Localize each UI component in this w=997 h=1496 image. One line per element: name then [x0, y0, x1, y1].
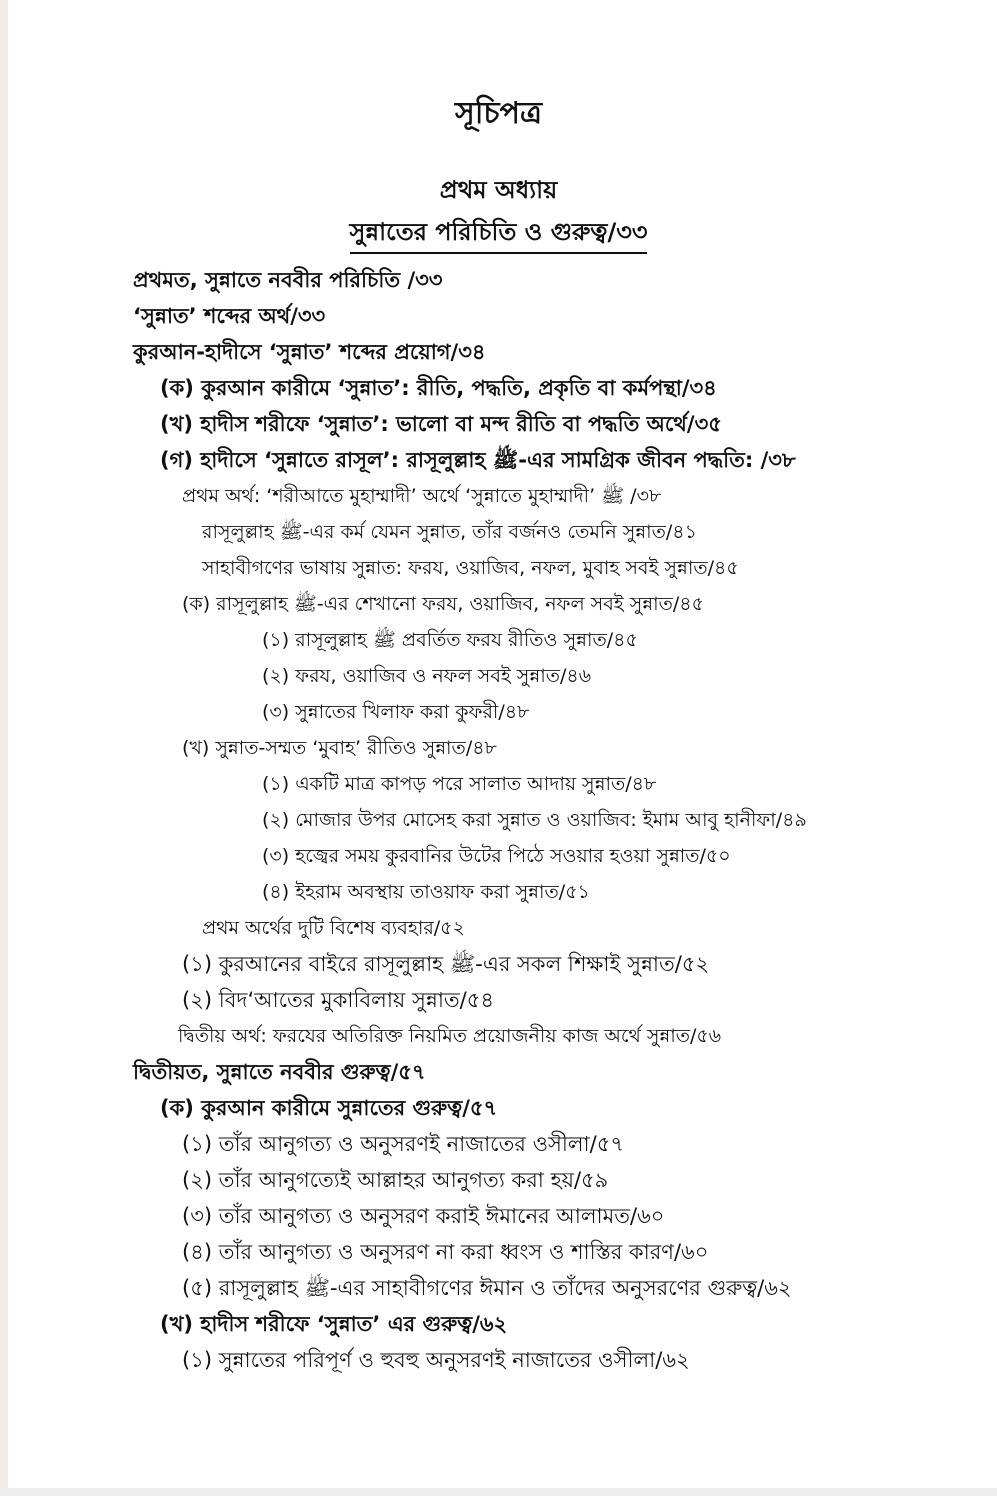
toc-entry: (১) একটি মাত্র কাপড় পরে সালাত আদায় সুন্নাত/৪৮: [262, 773, 657, 795]
toc-entry: প্রথমত, সুন্নাতে নববীর পরিচিতি /৩৩: [133, 268, 443, 292]
toc-entry: (১) কুরআনের বাইরে রাসূলুল্লাহ ﷺ-এর সকল শিক্ষাই সুন্নাত/৫২: [182, 952, 710, 976]
page-bottom-edge: [0, 1488, 997, 1496]
toc-entry: (২) তাঁর আনুগত্যেই আল্লাহর আনুগত্য করা হয়/৫৯: [182, 1168, 609, 1192]
toc-entry: (৩) তাঁর আনুগত্য ও অনুসরণ করাই ঈমানের আলামত/৬০: [182, 1204, 665, 1228]
toc-entry: (খ) সুন্নাত-সম্মত ‘মুবাহ’ রীতিও সুন্নাত/৪৮: [182, 737, 497, 759]
toc-entry: (৩) সুন্নাতের খিলাফ করা কুফরী/৪৮: [262, 701, 530, 723]
toc-entry: (১) সুন্নাতের পরিপূর্ণ ও হুবহু অনুসরণই নাজাতের ওসীলা/৬২: [182, 1348, 690, 1372]
toc-entry: (৪) তাঁর আনুগত্য ও অনুসরণ না করা ধ্বংস ও শাস্তির কারণ/৬০: [182, 1240, 709, 1264]
toc-entry: (৫) রাসূলুল্লাহ ﷺ-এর সাহাবীগণের ঈমান ও তাঁদের অনুসরণের গুরুত্ব/৬২: [182, 1276, 792, 1300]
toc-entry: (ক) রাসূলুল্লাহ ﷺ-এর শেখানো ফরয, ওয়াজিব, নফল সবই সুন্নাত/৪৫: [182, 593, 704, 615]
toc-entry: (২) বিদ‘আতের মুকাবিলায় সুন্নাত/৫৪: [182, 988, 494, 1012]
toc-entry: (ক) কুরআন কারীমে ‘সুন্নাত’: রীতি, পদ্ধতি, প্রকৃতি বা কর্মপন্থা/৩৪: [160, 376, 717, 400]
toc-entry: প্রথম অর্থ: ‘শরীআতে মুহাম্মাদী’ অর্থে ‘সুন্নাতে মুহাম্মাদী’ ﷺ /৩৮: [182, 485, 662, 507]
toc-entry: প্রথম অর্থের দুটি বিশেষ ব্যবহার/৫২: [202, 917, 465, 939]
toc-entry: (৪) ইহরাম অবস্থায় তাওয়াফ করা সুন্নাত/৫১: [262, 881, 590, 903]
page-title: সূচিপত্র: [455, 96, 542, 131]
toc-entry: (১) রাসূলুল্লাহ ﷺ প্রবর্তিত ফরয রীতিও সুন্নাত/৪৫: [262, 629, 638, 651]
chapter-subtitle: সুন্নাতের পরিচিতি ও গুরুত্ব/৩৩: [350, 214, 648, 254]
toc-entry: (গ) হাদীসে ‘সুন্নাতে রাসূল’: রাসূলুল্লাহ ﷺ-এর সামগ্রিক জীবন পদ্ধতি: /৩৮: [160, 448, 796, 472]
toc-entry: ‘সুন্নাত’ শব্দের অর্থ/৩৩: [133, 304, 326, 328]
toc-entry: (২) ফরয, ওয়াজিব ও নফল সবই সুন্নাত/৪৬: [262, 665, 592, 687]
toc-entry: (১) তাঁর আনুগত্য ও অনুসরণই নাজাতের ওসীলা/৫৭: [182, 1132, 625, 1156]
toc-entry: (খ) হাদীস শরীফে ‘সুন্নাত’: ভালো বা মন্দ রীতি বা পদ্ধতি অর্থে/৩৫: [160, 412, 722, 436]
toc-entry: দ্বিতীয়ত, সুন্নাতে নববীর গুরুত্ব/৫৭: [133, 1060, 426, 1084]
toc-entry: (৩) হজ্বের সময় কুরবানির উটের পিঠে সওয়ার হওয়া সুন্নাত/৫০: [262, 845, 731, 867]
toc-entry: দ্বিতীয় অর্থ: ফরযের অতিরিক্ত নিয়মিত প্রয়োজনীয় কাজ অর্থে সুন্নাত/৫৬: [178, 1025, 722, 1047]
toc-entry: সাহাবীগণের ভাষায় সুন্নাত: ফরয, ওয়াজিব, নফল, মুবাহ সবই সুন্নাত/৪৫: [202, 557, 739, 579]
toc-entry: (খ) হাদীস শরীফে ‘সুন্নাত’ এর গুরুত্ব/৬২: [160, 1312, 508, 1336]
toc-entry: কুরআন-হাদীসে ‘সুন্নাত’ শব্দের প্রয়োগ/৩৪: [133, 340, 486, 364]
toc-entry: (ক) কুরআন কারীমে সুন্নাতের গুরুত্ব/৫৭: [160, 1096, 498, 1120]
chapter-subtitle-wrap: [0, 214, 997, 254]
chapter-heading: প্রথম অধ্যায়: [439, 176, 558, 204]
toc-entry: রাসূলুল্লাহ ﷺ-এর কর্ম যেমন সুন্নাত, তাঁর বর্জনও তেমনি সুন্নাত/৪১: [202, 521, 697, 543]
toc-entry: (২) মোজার উপর মোসেহ করা সুন্নাত ও ওয়াজিব: ইমাম আবু হানীফা/৪৯: [262, 809, 807, 831]
